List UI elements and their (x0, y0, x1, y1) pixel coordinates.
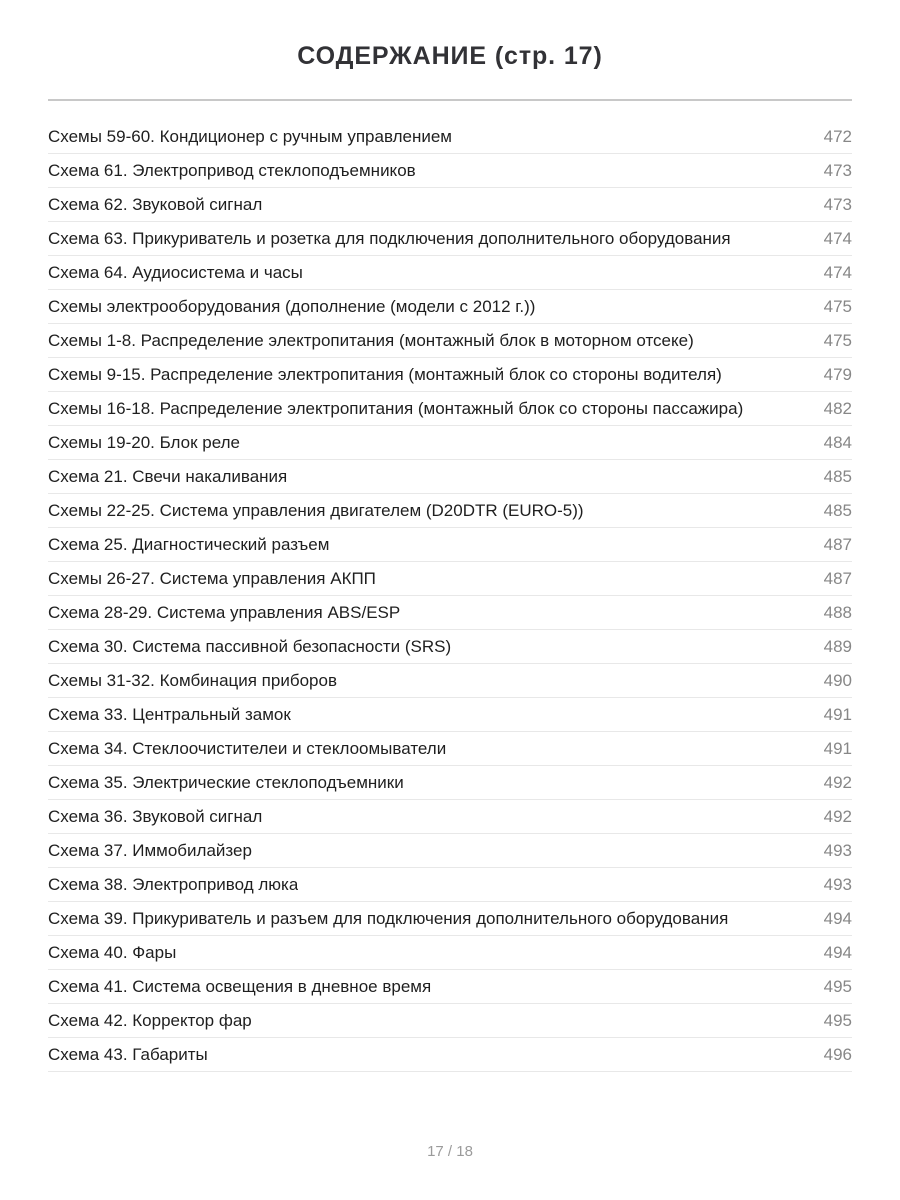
toc-content (48, 42, 852, 1072)
toc-entry-page: 494 (823, 908, 852, 928)
toc-row[interactable] (48, 630, 852, 664)
toc-entry-page: 488 (823, 602, 852, 622)
page-indicator: 17 / 18 (427, 1143, 473, 1160)
toc-row[interactable] (48, 698, 852, 732)
toc-entry-page: 493 (823, 874, 852, 894)
toc-row[interactable] (48, 290, 852, 324)
toc-row[interactable] (48, 834, 852, 868)
toc-entry-page: 485 (823, 500, 852, 520)
toc-entry-label: Схемы 26-27. Система управления АКПП (48, 568, 376, 588)
toc-row[interactable] (48, 596, 852, 630)
toc-row[interactable] (48, 800, 852, 834)
toc-row[interactable] (48, 562, 852, 596)
toc-entry-label: Схема 37. Иммобилайзер (48, 840, 252, 860)
toc-entry-page: 482 (823, 398, 852, 418)
toc-row[interactable] (48, 120, 852, 154)
toc-entry-page: 492 (823, 772, 852, 792)
toc-entry-label: Схема 43. Габариты (48, 1044, 208, 1064)
toc-row[interactable] (48, 766, 852, 800)
toc-entry-page: 490 (823, 670, 852, 690)
toc-row[interactable] (48, 256, 852, 290)
toc-entry-page: 472 (823, 126, 852, 146)
toc-entry-page: 473 (823, 160, 852, 180)
toc-entry-page: 487 (823, 568, 852, 588)
toc-row[interactable] (48, 1004, 852, 1038)
toc-entry-page: 474 (823, 262, 852, 282)
toc-row[interactable] (48, 970, 852, 1004)
toc-entry-label: Схема 30. Система пассивной безопасности (SRS) (48, 636, 452, 656)
toc-entry-label: Схема 25. Диагностический разъем (48, 534, 330, 554)
toc-entry-label: Схема 64. Аудиосистема и часы (48, 262, 303, 282)
toc-entry-label: Схема 36. Звуковой сигнал (48, 806, 263, 826)
toc-entry-label: Схема 21. Свечи накаливания (48, 466, 288, 486)
toc-entry-label: Схемы 31-32. Комбинация приборов (48, 670, 337, 690)
toc-row[interactable] (48, 732, 852, 766)
toc-row[interactable] (48, 528, 852, 562)
toc-entry-label: Схемы 1-8. Распределение электропитания (монтажный блок в моторном отсеке) (48, 330, 694, 350)
toc-entry-page: 495 (823, 976, 852, 996)
toc-entry-label: Схема 62. Звуковой сигнал (48, 194, 263, 214)
toc-entry-page: 479 (823, 364, 852, 384)
toc-row[interactable] (48, 358, 852, 392)
toc-entry-page: 475 (823, 330, 852, 350)
toc-entry-label: Схемы 19-20. Блок реле (48, 432, 241, 452)
toc-row[interactable] (48, 426, 852, 460)
toc-entry-page: 491 (823, 738, 852, 758)
toc-row[interactable] (48, 664, 852, 698)
toc-entry-page: 492 (823, 806, 852, 826)
toc-row[interactable] (48, 154, 852, 188)
toc-entry-page: 484 (823, 432, 852, 452)
toc-entry-label: Схема 28-29. Система управления ABS/ESP (48, 602, 401, 622)
toc-entry-label: Схема 41. Система освещения в дневное время (48, 976, 432, 996)
toc-entry-page: 491 (823, 704, 852, 724)
toc-entry-page: 473 (823, 194, 852, 214)
toc-entry-label: Схема 38. Электропривод люка (48, 874, 299, 894)
toc-entry-page: 475 (823, 296, 852, 316)
toc-row[interactable] (48, 392, 852, 426)
toc-entry-label: Схема 39. Прикуриватель и разъем для подключения дополнительного оборудования (48, 908, 729, 928)
toc-entry-label: Схемы 59-60. Кондиционер с ручным управлением (48, 126, 452, 146)
toc-entry-page: 485 (823, 466, 852, 486)
toc-entry-label: Схема 33. Центральный замок (48, 704, 291, 724)
toc-entry-page: 489 (823, 636, 852, 656)
toc-row[interactable] (48, 188, 852, 222)
toc-entry-page: 494 (823, 942, 852, 962)
toc-entry-page: 495 (823, 1010, 852, 1030)
page-title: СОДЕРЖАНИЕ (стр. 17) (297, 42, 603, 70)
toc-entry-label: Схема 34. Стеклоочистителеи и стеклоомыватели (48, 738, 447, 758)
toc-entry-label: Схема 35. Электрические стеклоподъемники (48, 772, 404, 792)
toc-row[interactable] (48, 868, 852, 902)
toc-entry-page: 487 (823, 534, 852, 554)
toc-row[interactable] (48, 936, 852, 970)
toc-entry-label: Схема 63. Прикуриватель и розетка для подключения дополнительного оборудования (48, 228, 731, 248)
toc-entry-page: 496 (823, 1044, 852, 1064)
toc-entry-label: Схемы 22-25. Система управления двигателем (D20DTR (EURO-5)) (48, 500, 584, 520)
toc-entry-label: Схема 61. Электропривод стеклоподъемников (48, 160, 416, 180)
toc-row[interactable] (48, 324, 852, 358)
toc-row[interactable] (48, 222, 852, 256)
toc-entry-label: Схема 40. Фары (48, 942, 177, 962)
toc-list (48, 120, 852, 1072)
title-divider (48, 99, 852, 101)
toc-row[interactable] (48, 494, 852, 528)
toc-entry-label: Схемы 16-18. Распределение электропитания (монтажный блок со стороны пассажира) (48, 398, 744, 418)
toc-row[interactable] (48, 902, 852, 936)
toc-entry-label: Схемы 9-15. Распределение электропитания (монтажный блок со стороны водителя) (48, 364, 722, 384)
toc-row[interactable] (48, 460, 852, 494)
toc-row[interactable] (48, 1038, 852, 1072)
toc-entry-label: Схема 42. Корректор фар (48, 1010, 252, 1030)
toc-entry-page: 493 (823, 840, 852, 860)
toc-entry-label: Схемы электрооборудования (дополнение (модели с 2012 г.)) (48, 296, 536, 316)
toc-entry-page: 474 (823, 228, 852, 248)
